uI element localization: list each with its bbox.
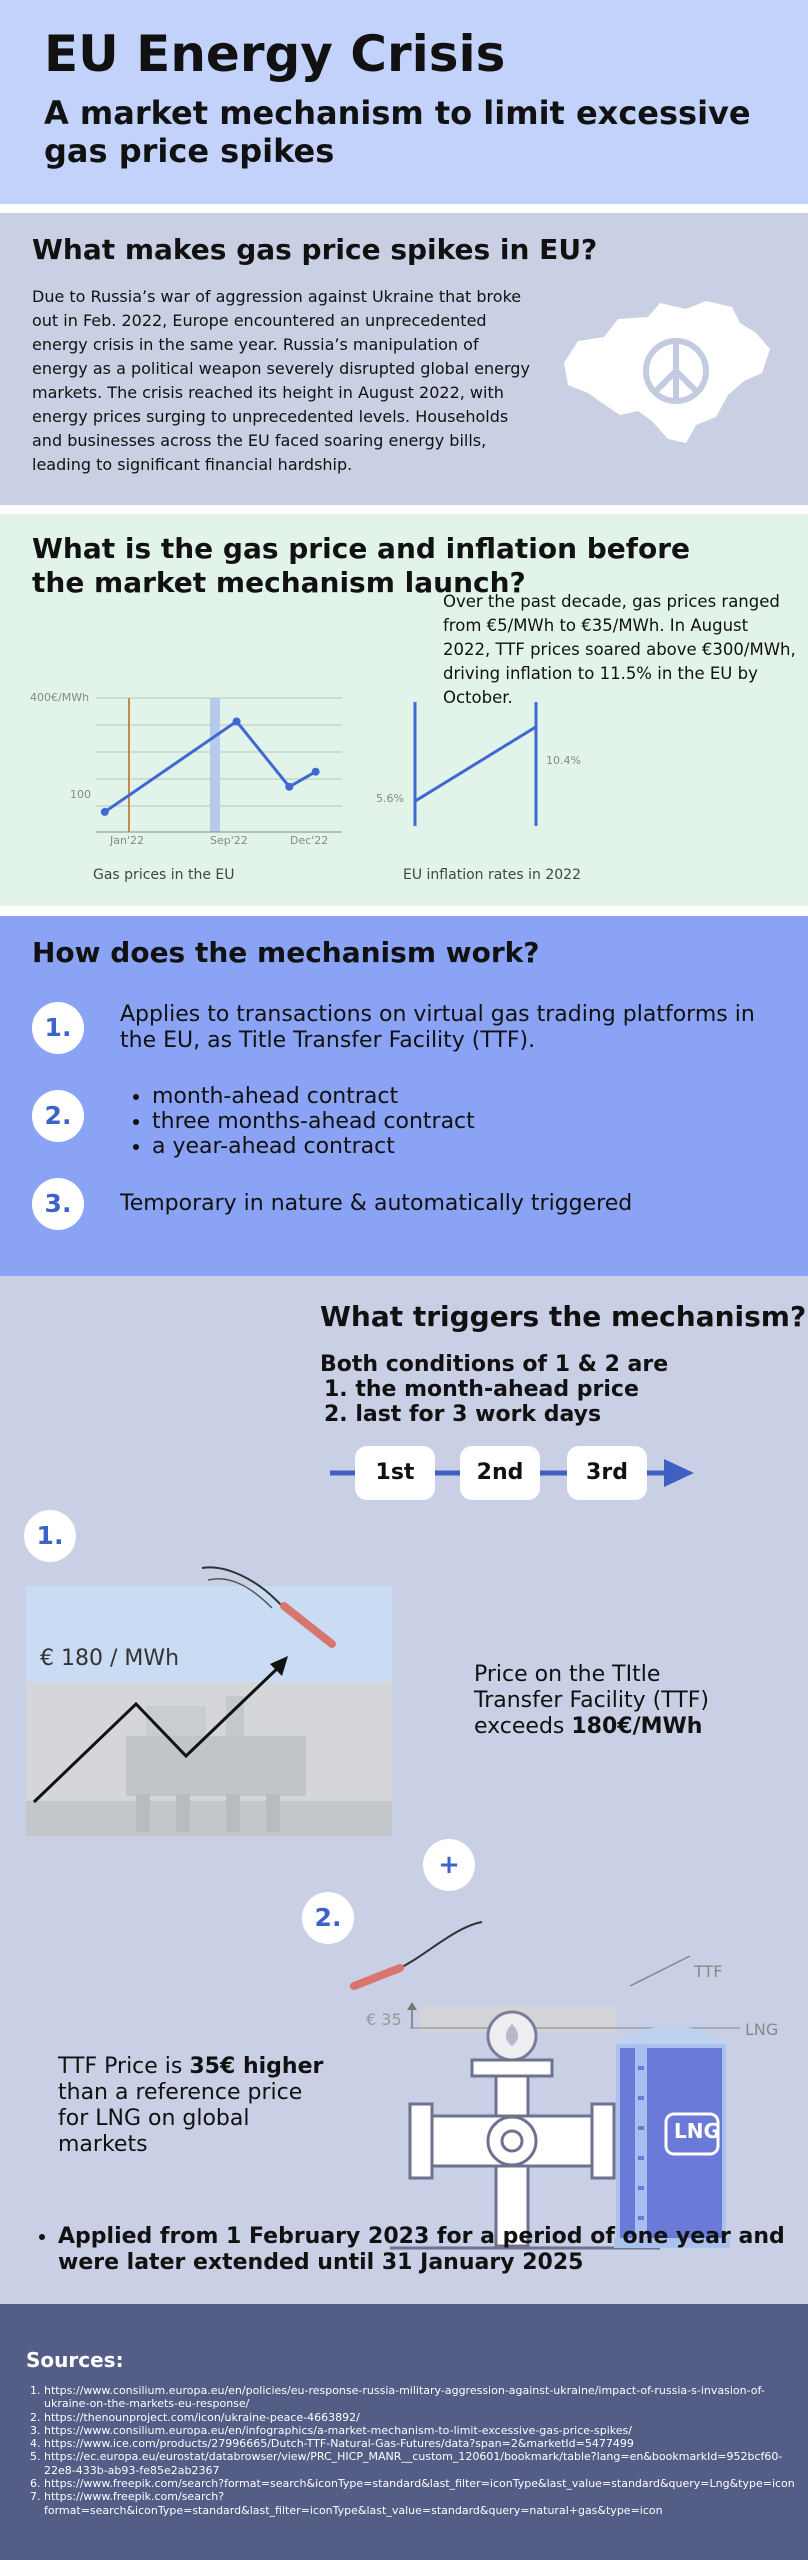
price-difference-label: € 35 — [366, 2010, 402, 2029]
source-link[interactable]: 4. https://www.ice.com/products/27996665/Dutch-TTF-Natural-Gas-Futures/data?span=2&marketId=5477499 — [44, 2437, 804, 2450]
condition-1: 1. the month-ahead price — [324, 1377, 639, 1402]
lng-tank-dome — [618, 2027, 724, 2047]
day-1-box: 1st — [355, 1446, 435, 1500]
contract-list — [120, 1084, 475, 1159]
gas-xtick-sep: Sep'22 — [210, 834, 248, 847]
inflation-heading: What is the gas price and inflation before the market mechanism launch? — [32, 532, 690, 599]
inflation-label-end: 10.4% — [546, 754, 581, 767]
plus-icon: + — [423, 1839, 475, 1891]
source-link[interactable]: 7. https://www.freepik.com/search?format=search&iconType=standard&last_filter=iconType&last_value=standard&query=natural+gas&type=icon — [44, 2490, 804, 2517]
inflation-chart — [0, 514, 808, 906]
spikes-body: Due to Russia’s war of aggression against Ukraine that broke out in Feb. 2022, Europe encountered an unprecedented energy crisis in the same year. Russia’s manipulation of energy as a political weapon severely disrupted global energy markets. The crisis reached its height in August 2022, with energy prices surging to unprecedented levels. Households and businesses across the EU faced soaring energy bills, leading to significant financial hardship. — [32, 287, 530, 474]
gas-ytick-top: 400€/MWh — [30, 691, 90, 704]
step-3-text: Temporary in nature & automatically triggered — [120, 1191, 633, 1216]
mechanism-section — [0, 916, 808, 1276]
ukraine-peace-icon — [556, 293, 776, 443]
gas-ytick-low: 100 — [70, 788, 91, 801]
gas-spikes-section — [0, 213, 808, 505]
ttf-pointer — [630, 1956, 690, 1986]
conditions-block — [320, 1352, 668, 1427]
trigger-2-text-post: than a reference price for LNG on global markets — [58, 2080, 303, 2157]
gas-xtick-dec: Dec'22 — [290, 834, 329, 847]
conditions-title: Both conditions of 1 & 2 are — [320, 1352, 669, 1377]
trigger-1-text-main: Price on the TItle Transfer Facility (TTF) exceeds — [474, 1662, 709, 1739]
condition-2: 2. last for 3 work days — [324, 1402, 602, 1427]
inflation-section — [0, 514, 808, 906]
trigger-2-number: 2. — [302, 1892, 354, 1944]
sources-section — [0, 2304, 808, 2560]
page-subtitle: A market mechanism to limit excessive gas price spikes — [44, 94, 751, 170]
triggers-section — [0, 1276, 808, 2304]
gas-chart-caption: Gas prices in the EU — [93, 867, 235, 883]
list-item: • a year-ahead contract — [152, 1134, 475, 1159]
gas-xtick-jan: Jan'22 — [110, 834, 144, 847]
list-item: • month-ahead contract — [152, 1084, 475, 1109]
lng-tank-label: LNG — [674, 2119, 720, 2143]
hand-sketch-1 — [196, 1560, 342, 1656]
ttf-label: TTF — [694, 1962, 723, 1981]
inflation-chart-caption: EU inflation rates in 2022 — [403, 867, 581, 883]
day-2-box: 2nd — [460, 1446, 540, 1500]
source-link[interactable]: 3. https://www.consilium.europa.eu/en/infographics/a-market-mechanism-to-limit-excessive-gas-price-spikes/ — [44, 2424, 804, 2437]
arrow-right-icon — [664, 1459, 694, 1487]
header-section — [0, 0, 808, 204]
diff-arrow-icon — [407, 2002, 417, 2010]
applied-period-note — [30, 2224, 798, 2276]
triggers-heading: What triggers the mechanism? — [320, 1300, 807, 1333]
list-item: • three months-ahead contract — [152, 1109, 475, 1134]
price-threshold-label: € 180 / MWh — [40, 1646, 180, 1671]
trigger-2-text — [58, 2054, 338, 2158]
step-1-number: 1. — [32, 1002, 84, 1054]
lng-tank — [618, 2046, 724, 2246]
source-link[interactable]: 1. https://www.consilium.europa.eu/en/policies/eu-response-russia-military-aggression-against-ukraine/impact-of-russia-s-invasion-of-ukraine-on-the-markets-eu-response/ — [44, 2384, 804, 2411]
sources-heading: Sources: — [26, 2348, 124, 2372]
source-link[interactable]: 2. https://thenounproject.com/icon/ukraine-peace-4663892/ — [44, 2411, 804, 2424]
lng-label: LNG — [745, 2020, 779, 2039]
trigger-1-threshold: 180€/MWh — [571, 1714, 703, 1739]
step-1-text: Applies to transactions on virtual gas trading platforms in the EU, as Title Transfer Facility (TTF). — [120, 1002, 755, 1053]
day-3-box: 3rd — [567, 1446, 647, 1500]
trigger-1-number: 1. — [24, 1510, 76, 1562]
trigger-2-text-pre: TTF Price is — [58, 2054, 183, 2079]
step-2-number: 2. — [32, 1090, 84, 1142]
inflation-label-start: 5.6% — [376, 792, 404, 805]
step-3-number: 3. — [32, 1178, 84, 1230]
inflation-body: Over the past decade, gas prices ranged from €5/MWh to €35/MWh. In August 2022, TTF prices soared above €300/MWh, driving inflation to 11.5% in the EU by October. — [443, 592, 796, 707]
trigger-2-threshold: 35€ higher — [189, 2054, 324, 2079]
sources-list — [28, 2384, 804, 2517]
source-link[interactable]: 6. https://www.freepik.com/search?format=search&iconType=standard&last_filter=iconType&last_value=standard&query=Lng&type=icon — [44, 2477, 804, 2490]
trigger-1-text — [474, 1662, 744, 1740]
inflation-line — [415, 727, 536, 801]
mechanism-heading: How does the mechanism work? — [32, 936, 540, 969]
spikes-heading: What makes gas price spikes in EU? — [32, 233, 598, 266]
applied-period-text: • Applied from 1 February 2023 for a period of one year and were later extended until 31 January 2025 — [58, 2224, 798, 2276]
page-title: EU Energy Crisis — [44, 25, 506, 83]
source-link[interactable]: 5. https://ec.europa.eu/eurostat/databrowser/view/PRC_HICP_MANR__custom_120601/bookmark/table?lang=en&bookmarkId=952bcf60-22e8-433b-ab93-fe85e2ab2367 — [44, 2450, 804, 2477]
